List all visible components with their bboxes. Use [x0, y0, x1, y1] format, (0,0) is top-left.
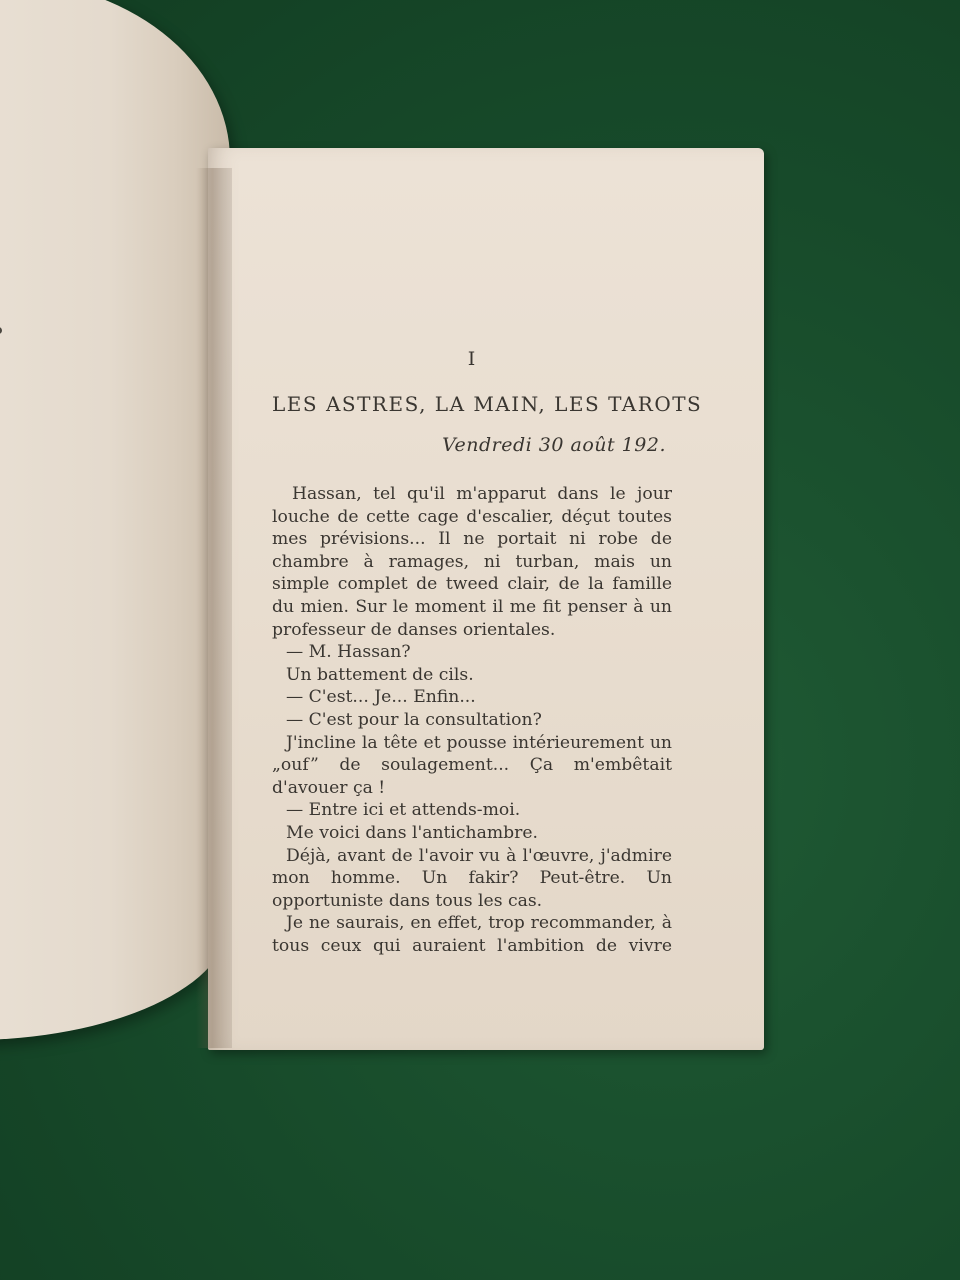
- paragraph: Un battement de cils.: [286, 664, 474, 685]
- book-gutter: [196, 168, 232, 1048]
- paragraph: — C'est pour la consultation?: [286, 709, 542, 730]
- page-content: [272, 348, 703, 957]
- paragraph: — M. Hassan?: [286, 642, 411, 663]
- chapter-title: LES ASTRES, LA MAIN, LES TAROTS: [272, 392, 703, 416]
- paragraph: Hassan, tel qu'il m'apparut dans le jour louche de cette cage d'escalier, déçut toutes mes prévisions... Il ne portait ni robe de chambre à ramages, ni turban, mais un simple complet de tweed clair, de la famille du mien. Sur le moment il me fit penser à un professeur de danses orientales.: [272, 484, 672, 640]
- right-page: [208, 148, 764, 1050]
- paragraph: — Entre ici et attends-moi.: [286, 800, 521, 821]
- ink-spot: [0, 327, 2, 334]
- chapter-number: I: [467, 348, 477, 370]
- paragraph: Je ne saurais, en effet, trop recommander, à tous ceux qui auraient l'ambition de vivre: [272, 913, 672, 956]
- paragraph: Me voici dans l'antichambre.: [286, 822, 539, 843]
- chapter-date: Vendredi 30 août 192.: [442, 434, 666, 456]
- paragraph: J'incline la tête et pousse intérieurement un „ouf” de soulagement... Ça m'embêtait d'avouer ça !: [272, 732, 672, 798]
- paragraph: — C'est... Je... Enfin...: [286, 687, 476, 708]
- body-text: [272, 483, 672, 957]
- paragraph: Déjà, avant de l'avoir vu à l'œuvre, j'admire mon homme. Un fakir? Peut-être. Un opportuniste dans tous les cas.: [272, 845, 672, 911]
